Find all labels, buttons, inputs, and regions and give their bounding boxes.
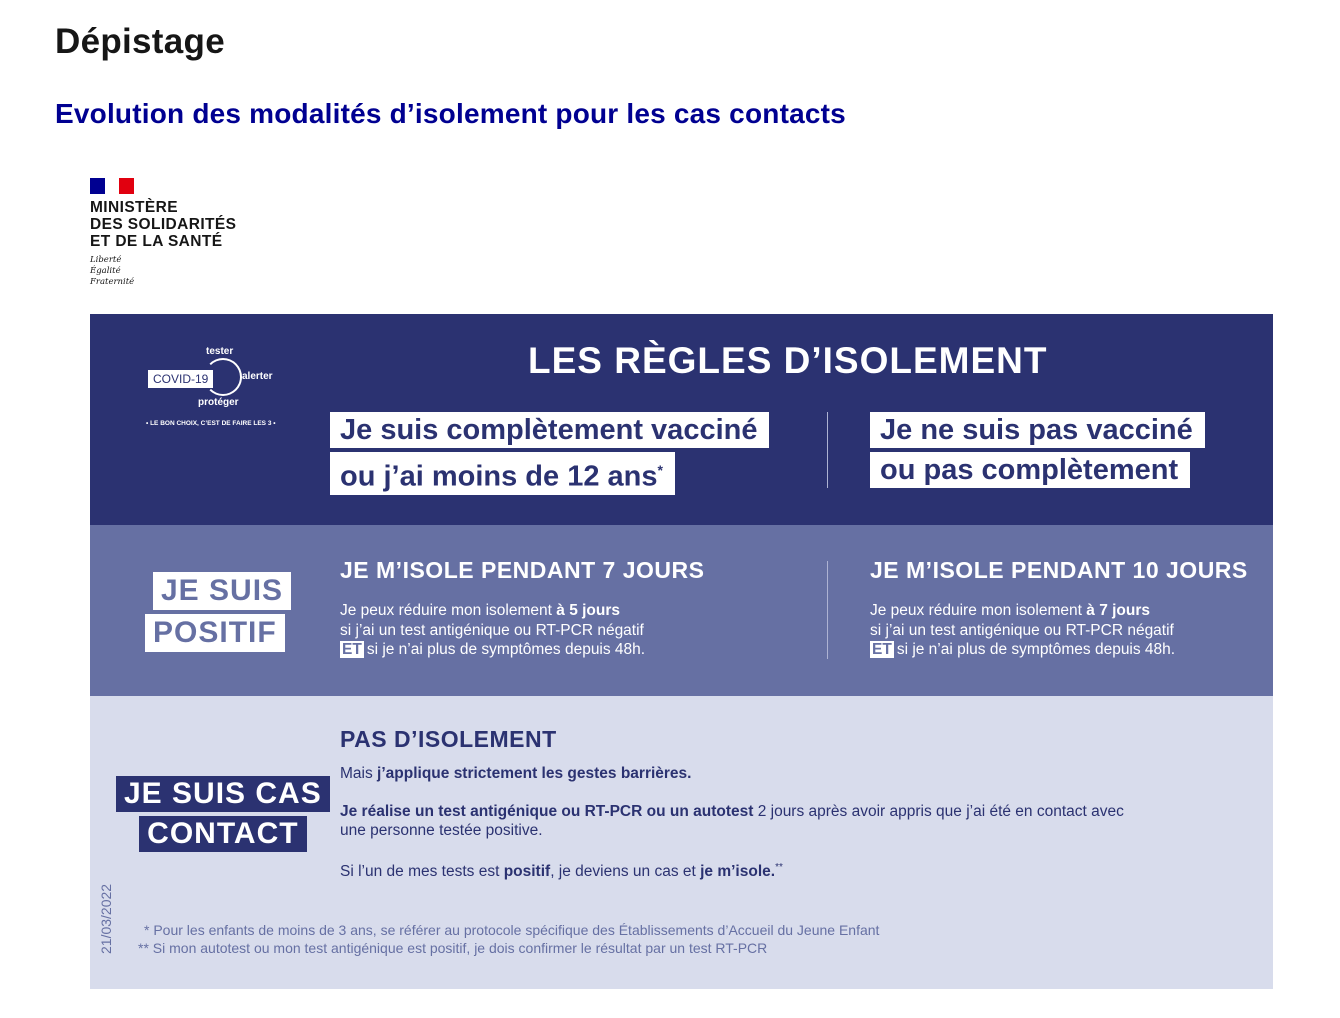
footnote-1: * Pour les enfants de moins de 3 ans, se référer au protocole spécifique des Établissements d’Accueil du Jeune Enfant: [144, 922, 880, 938]
covid-label: COVID-19: [148, 370, 213, 388]
section-subtitle: Evolution des modalités d’isolement pour les cas contacts: [55, 98, 846, 129]
footnote-2: ** Si mon autotest ou mon test antigénique est positif, je dois confirmer le résultat par un test RT-PCR: [138, 940, 768, 956]
isolation-10-days-heading: JE M’ISOLE PENDANT 10 JOURS: [870, 557, 1248, 583]
rules-header-panel: [90, 314, 1273, 525]
positive-test-text: Si l’un de mes tests est positif, je deviens un cas et je m’isole.**: [340, 862, 783, 881]
et-tag: ET: [342, 641, 362, 658]
test-instruction-text: Je réalise un test antigénique ou RT-PCR ou un autotest 2 jours après avoir appris que j’ai été en contact avec une personne testée positive.: [340, 803, 1124, 839]
ministry-name: MINISTÈRE DES SOLIDARITÉS ET DE LA SANTÉ: [90, 199, 237, 250]
column-divider: [827, 561, 828, 659]
vaccinated-highlight: Je suis complètement vacciné ou j’ai moins de 12 ans*: [330, 412, 769, 499]
et-tag: ET: [872, 641, 892, 658]
covid-badge: tester COVID-19 alerter protéger • LE BON CHOIX, C’EST DE FAIRE LES 3 •: [146, 346, 276, 427]
french-flag-icon: [90, 178, 134, 194]
isolation-7-days-heading: JE M’ISOLE PENDANT 7 JOURS: [340, 557, 705, 583]
not-vaccinated-highlight: Je ne suis pas vacciné ou pas complètement: [870, 412, 1205, 492]
contact-panel: [90, 696, 1273, 989]
page-title: Dépistage: [55, 22, 225, 61]
positive-panel: [90, 525, 1273, 696]
isolation-10-days-text: Je peux réduire mon isolement à 7 jours si j’ai un test antigénique ou RT-PCR négatif ET si je n’ai plus de symptômes depuis 48h.: [870, 602, 1176, 658]
rules-title: LES RÈGLES D’ISOLEMENT: [528, 340, 1048, 381]
column-divider: [827, 412, 828, 488]
ministry-logo: [90, 178, 270, 288]
isolation-7-days-text: Je peux réduire mon isolement à 5 jours si j’ai un test antigénique ou RT-PCR négatif ET si je n’ai plus de symptômes depuis 48h.: [340, 602, 646, 658]
positive-label: JE SUIS POSITIF: [145, 572, 291, 656]
publication-date: 21/03/2022: [98, 883, 114, 954]
republic-motto: Liberté Égalité Fraternité: [90, 255, 135, 287]
no-isolation-heading: PAS D’ISOLEMENT: [340, 726, 557, 752]
cycle-arrows-icon: [204, 358, 242, 396]
contact-label: JE SUIS CAS CONTACT: [116, 776, 330, 856]
barrier-gestures-text: Mais j’applique strictement les gestes barrières.: [340, 765, 692, 782]
